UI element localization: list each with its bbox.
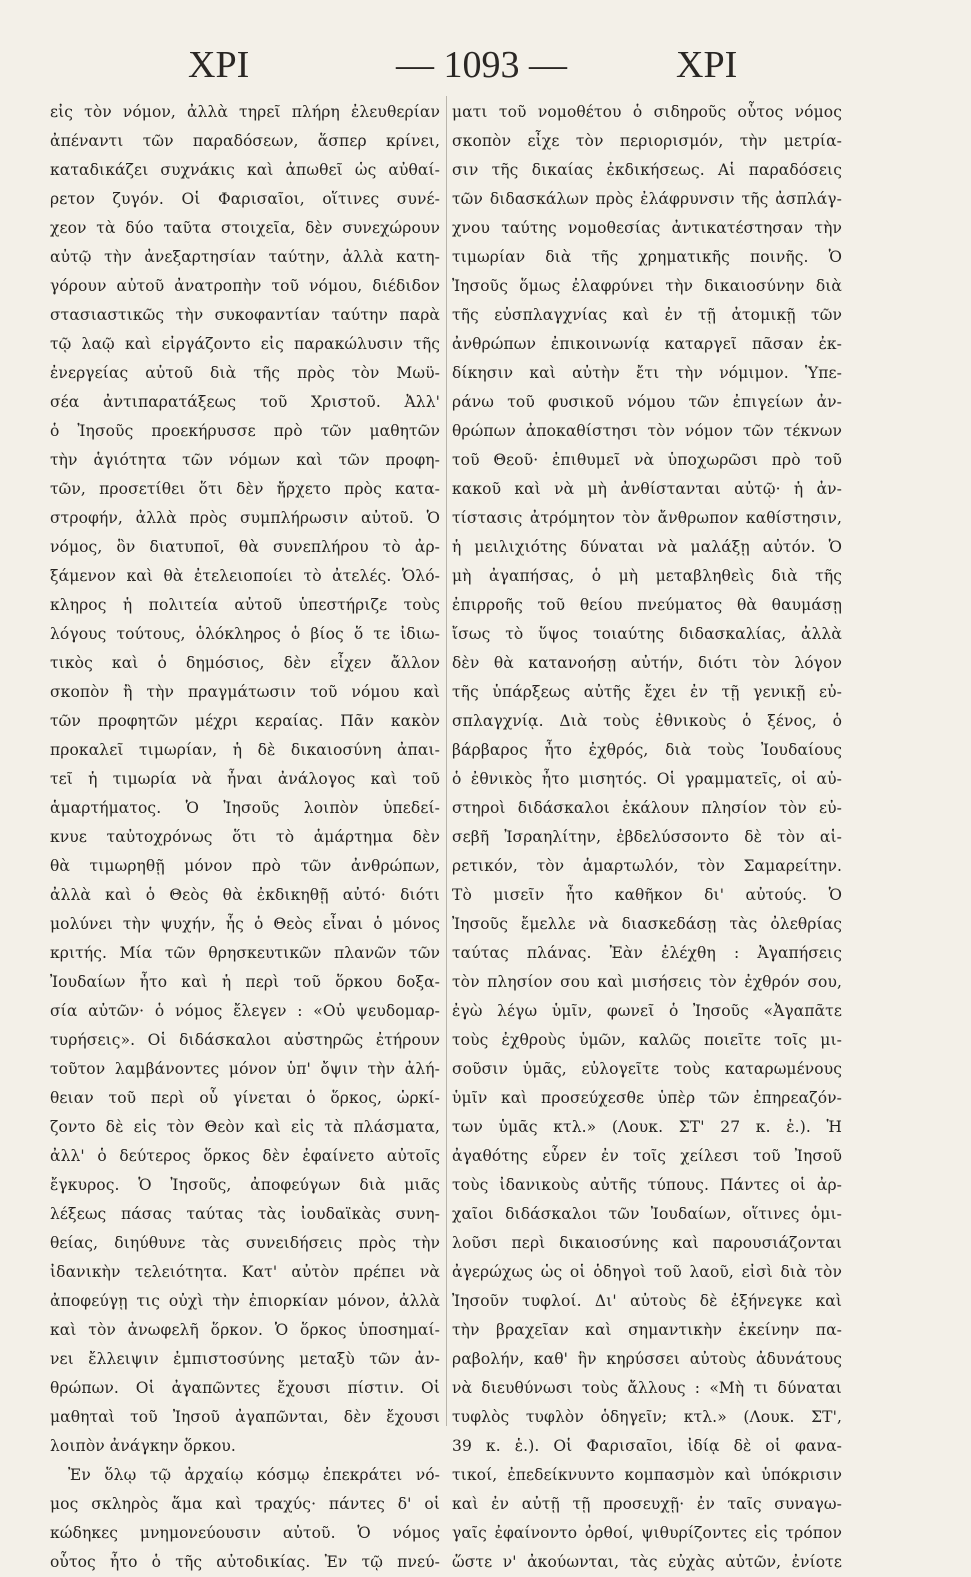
text-line: ὁ ἐθνικὸς ἦτο μισητός. Οἱ γραμματεῖς, οἱ αὐ- xyxy=(452,770,842,788)
text-line: ματι τοῦ νομοθέτου ὁ σιδηροῦς οὗτος νόμος xyxy=(452,103,842,121)
text-line: αὐτῷ τὴν ἀνεξαρτησίαν ταύτην, ἀλλὰ κατη- xyxy=(50,248,440,266)
text-line: θρώπων ἀποκαθίστησι τὸν νόμον τῶν τέκνων xyxy=(452,422,842,440)
text-line: τῆς ὑπάρξεως αὐτῆς ἔχει ἐν τῇ γενικῇ εὐ- xyxy=(452,683,842,701)
text-line: καταδικάζει συχνάκις καὶ ἀπωθεῖ ὡς αὐθαί- xyxy=(50,161,440,179)
text-line: ἀγαθότης εὗρεν ἐν τοῖς χείλεσι τοῦ Ἰησοῦ xyxy=(452,1147,842,1165)
text-line: ἐγὼ λέγω ὑμῖν, φωνεῖ ὁ Ἰησοῦς «Ἀγαπᾶτε xyxy=(452,1002,842,1020)
text-line: στασιαστικῶς τὴν συκοφαντίαν ταύτην παρὰ xyxy=(50,306,440,324)
text-line: 39 κ. ἑ.). Οἱ Φαρισαῖοι, ἰδίᾳ δὲ οἱ φανα- xyxy=(452,1437,842,1455)
text-line: τὴν βραχεῖαν καὶ σημαντικὴν ἐκείνην πα- xyxy=(452,1321,842,1339)
text-line: ἁμαρτήματος. Ὁ Ἰησοῦς λοιπὸν ὑπεδεί- xyxy=(50,799,440,817)
text-line: σέα ἀντιπαρατάξεως τοῦ Χριστοῦ. Ἀλλ' xyxy=(50,393,440,411)
text-line: μὴ ἀγαπήσας, ὁ μὴ μεταβληθεὶς διὰ τῆς xyxy=(452,567,842,585)
text-line: Τὸ μισεῖν ἦτο καθῆκον δι' αὐτούς. Ὁ xyxy=(452,886,842,904)
text-line: ζοντο δὲ εἰς τὸν Θεὸν καὶ εἰς τὰ πλάσματα, xyxy=(50,1118,440,1136)
text-line: σεβῆ Ἰσραηλίτην, ἐβδελύσσοντο δὲ τὸν αἱ- xyxy=(452,828,842,846)
text-line: δίκησιν καὶ αὐτὴν ἔτι τὴν νόμιμον. Ὑπε- xyxy=(452,364,842,382)
text-line: θείας, διηύθυνε τὰς συνειδήσεις πρὸς τὴν xyxy=(50,1234,440,1252)
text-line: ἀνθρώπων ἐπικοινωνίᾳ καταργεῖ πᾶσαν ἐκ- xyxy=(452,335,842,353)
text-line: λέξεως πάσας ταύτας τὰς ἰουδαϊκὰς συνη- xyxy=(50,1205,440,1223)
text-line: χαῖοι διδάσκαλοι τῶν Ἰουδαίων, οἵτινες ὁμι- xyxy=(452,1205,842,1223)
text-line: στροφήν, ἀλλὰ πρὸς συμπλήρωσιν αὐτοῦ. Ὁ xyxy=(50,509,440,527)
text-line: εἰς τὸν νόμον, ἀλλὰ τηρεῖ πλήρη ἐλευθερίαν xyxy=(50,103,440,121)
text-line: ὥστε ν' ἀκούωνται, τὰς εὐχὰς αὐτῶν, ἐνίοτε xyxy=(452,1553,842,1571)
text-line: Ἐν ὅλῳ τῷ ἀρχαίῳ κόσμῳ ἐπεκράτει νό- xyxy=(68,1466,440,1484)
text-line: μαθηταὶ τοῦ Ἰησοῦ ἀγαπῶνται, δὲν ἔχουσι xyxy=(50,1408,440,1426)
text-line: νόμος, ὃν διατυποῖ, θὰ συνεπλήρου τὸ ἀρ- xyxy=(50,538,440,556)
text-line: ἀποφεύγῃ τις οὐχὶ τὴν ἐπιορκίαν μόνον, ἀλλὰ xyxy=(50,1292,440,1310)
text-line: σκοπὸν εἶχε τὸν περιορισμόν, τὴν μετρία- xyxy=(452,132,842,150)
text-line: κώδηκες μνημονεύουσιν αὐτοῦ. Ὁ νόμος xyxy=(50,1524,440,1542)
text-line: ἔγκυρος. Ὁ Ἰησοῦς, ἀποφεύγων διὰ μιᾶς xyxy=(50,1176,440,1194)
text-line: ράνω τοῦ φυσικοῦ νόμου τῶν ἐπιγείων ἀν- xyxy=(452,393,842,411)
text-line: τοὺς ἐχθροὺς ὑμῶν, καλῶς ποιεῖτε τοῖς μι- xyxy=(452,1031,842,1049)
text-line: τῶν, προσετίθει ὅτι δὲν ἤρχετο πρὸς κατα- xyxy=(50,480,440,498)
text-line: ἐνεργείας αὐτοῦ διὰ τῆς πρὸς τὸν Μωϋ- xyxy=(50,364,440,382)
text-line: τῶν διδασκάλων πρὸς ἐλάφρυνσιν τῆς ἀσπλάγ- xyxy=(452,190,842,208)
text-line: νει ἔλλειψιν ἐμπιστοσύνης μεταξὺ τῶν ἀν- xyxy=(50,1350,440,1368)
page-number: — 1093 — xyxy=(396,44,567,86)
text-line: βάρβαρος ἦτο ἐχθρός, διὰ τοὺς Ἰουδαίους xyxy=(452,741,842,759)
text-line: γόρουν αὐτοῦ ἀνατροπὴν τοῦ νόμου, διέδιδον xyxy=(50,277,440,295)
text-line: ξάμενον καὶ θὰ ἐτελειοποίει τὸ ἀτελές. Ὁλό- xyxy=(50,567,440,585)
text-line: Ἰησοῦς ὅμως ἐλαφρύνει τὴν δικαιοσύνην διὰ xyxy=(452,277,842,295)
text-line: ρετον ζυγόν. Οἱ Φαρισαῖοι, οἵτινες συνέ- xyxy=(50,190,440,208)
left-text-column xyxy=(50,98,440,1571)
text-line: λόγους τούτους, ὁλόκληρος ὁ βίος ὅ τε ἰδιω- xyxy=(50,625,440,643)
text-line: των ὑμᾶς κτλ.» (Λουκ. ΣΤ' 27 κ. ἑ.). Ἡ xyxy=(452,1118,842,1136)
text-line: τῆς εὐσπλαγχνίας καὶ ἐν τῇ ἀτομικῇ τῶν xyxy=(452,306,842,324)
text-line: ἐπιρροῆς τοῦ θείου πνεύματος θὰ θαυμάσῃ xyxy=(452,596,842,614)
text-line: ὑμῖν καὶ προσεύχεσθε ὑπὲρ τῶν ἐπηρεαζόν- xyxy=(452,1089,842,1107)
text-line: ἰδανικὴν τελειότητα. Κατ' αὐτὸν πρέπει νὰ xyxy=(50,1263,440,1281)
text-line: θειαν τοῦ περὶ οὗ γίνεται ὁ ὅρκος, ὡρκί- xyxy=(50,1089,440,1107)
text-line: καὶ ἐν αὐτῇ τῇ προσευχῇ· ἐν ταῖς συναγω- xyxy=(452,1495,842,1513)
text-line: θὰ τιμωρηθῇ μόνον πρὸ τῶν ἀνθρώπων, xyxy=(50,857,440,875)
text-line: τοὺς ἰδανικοὺς αὐτῆς τύπους. Πάντες οἱ ἀρ- xyxy=(452,1176,842,1194)
text-line: μος σκληρὸς ἅμα καὶ τραχύς· πάντες δ' οἱ xyxy=(50,1495,440,1513)
text-line: σκοπὸν ἢ τὴν πραγμάτωσιν τοῦ νόμου καὶ xyxy=(50,683,440,701)
text-line: θρώπων. Οἱ ἀγαπῶντες ἔχουσι πίστιν. Οἱ xyxy=(50,1379,440,1397)
text-line: τοῦτον λαμβάνοντες μόνον ὑπ' ὄψιν τὴν ἀλή- xyxy=(50,1060,440,1078)
text-line: σοῦσιν ὑμᾶς, εὐλογεῖτε τοὺς καταρωμένους xyxy=(452,1060,842,1078)
text-line: τυφλὸς τυφλὸν ὁδηγεῖν; κτλ.» (Λουκ. ΣΤ', xyxy=(452,1408,842,1426)
text-line: τοῦ Θεοῦ· ἐπιθυμεῖ νὰ ὑποχωρῶσι πρὸ τοῦ xyxy=(452,451,842,469)
text-line: ἀλλ' ὁ δεύτερος ὅρκος δὲν ἐφαίνετο αὐτοῖς xyxy=(50,1147,440,1165)
text-line: ὁ Ἰησοῦς προεκήρυσσε πρὸ τῶν μαθητῶν xyxy=(50,422,440,440)
text-line: ἀπέναντι τῶν παραδόσεων, ἅσπερ κρίνει, xyxy=(50,132,440,150)
text-line: δὲν θὰ κατανοήσῃ αὐτήν, διότι τὸν λόγον xyxy=(452,654,842,672)
text-line: γαῖς ἐφαίνοντο ὀρθοί, ψιθυρίζοντες εἰς τρόπον xyxy=(452,1524,842,1542)
text-line: ἀλλὰ καὶ ὁ Θεὸς θὰ ἐκδικηθῇ αὐτό· διότι xyxy=(50,886,440,904)
text-line: ἴσως τὸ ὕψος τοιαύτης διδασκαλίας, ἀλλὰ xyxy=(452,625,842,643)
right-text-column xyxy=(452,98,842,1571)
text-line: τιμωρίαν διὰ τῆς χρηματικῆς ποινῆς. Ὁ xyxy=(452,248,842,266)
text-line: κληρος ἡ πολιτεία αὐτοῦ ὑπεστήριζε τοὺς xyxy=(50,596,440,614)
text-line: ραβολήν, καθ' ἣν κηρύσσει αὐτοὺς ἀδυνάτους xyxy=(452,1350,842,1368)
text-line: Ἰησοῦς ἔμελλε νὰ διασκεδάσῃ τὰς ὀλεθρίας xyxy=(452,915,842,933)
text-line: τικὸς καὶ ὁ δημόσιος, δὲν εἶχεν ἄλλον xyxy=(50,654,440,672)
header-left-title: XPI xyxy=(188,44,250,86)
text-line: προκαλεῖ τιμωρίαν, ἡ δὲ δικαιοσύνη ἀπαι- xyxy=(50,741,440,759)
text-line: ἀγερώχως ὡς οἱ ὁδηγοὶ τοῦ λαοῦ, εἰσὶ διὰ τὸν xyxy=(452,1263,842,1281)
text-line: τὸν πλησίον σου καὶ μισήσεις τὸν ἐχθρόν σου, xyxy=(452,973,842,991)
text-line: λοῦσι περὶ δικαιοσύνης καὶ παρουσιάζονται xyxy=(452,1234,842,1252)
header-right-title: XPI xyxy=(676,44,738,86)
text-line: τῷ λαῷ καὶ εἰργάζοντο εἰς παρακώλυσιν τῆς xyxy=(50,335,440,353)
page-header xyxy=(0,40,971,90)
text-line: ρετικόν, τὸν ἁμαρτωλόν, τὸν Σαμαρείτην. xyxy=(452,857,842,875)
text-line: καὶ τὸν ἀνωφελῆ ὅρκον. Ὁ ὅρκος ὑποσημαί- xyxy=(50,1321,440,1339)
text-line: κριτής. Μία τῶν θρησκευτικῶν πλανῶν τῶν xyxy=(50,944,440,962)
text-line: κνυε ταὐτοχρόνως ὅτι τὸ ἁμάρτημα δὲν xyxy=(50,828,440,846)
text-line: σπλαγχνίᾳ. Διὰ τοὺς ἐθνικοὺς ὁ ξένος, ὁ xyxy=(452,712,842,730)
text-line: οὗτος ἦτο ὁ τῆς αὐτοδικίας. Ἐν τῷ πνεύ- xyxy=(50,1553,440,1571)
text-line: Ἰησοῦν τυφλοί. Δι' αὐτοὺς δὲ ἐξήνεγκε καὶ xyxy=(452,1292,842,1310)
text-line: τὴν ἁγιότητα τῶν νόμων καὶ τῶν προφη- xyxy=(50,451,440,469)
text-line: μολύνει τὴν ψυχήν, ἧς ὁ Θεὸς εἶναι ὁ μόνος xyxy=(50,915,440,933)
text-line: ταύτας πλάνας. Ἐὰν ἐλέχθη : Ἀγαπήσεις xyxy=(452,944,842,962)
text-line: χεον τὰ δύο ταῦτα στοιχεῖα, δὲν συνεχώρουν xyxy=(50,219,440,237)
text-line: σία αὐτῶν· ὁ νόμος ἔλεγεν : «Οὐ ψευδομαρ- xyxy=(50,1002,440,1020)
text-line: ἡ μειλιχιότης δύναται νὰ μαλάξῃ αὐτόν. Ὁ xyxy=(452,538,842,556)
text-line: Ἰουδαίων ἦτο καὶ ἡ περὶ τοῦ ὅρκου δοξα- xyxy=(50,973,440,991)
text-line: λοιπὸν ἀνάγκην ὅρκου. xyxy=(50,1437,236,1455)
text-line: στηροὶ διδάσκαλοι ἐκάλουν πλησίον τὸν εὐ- xyxy=(452,799,842,817)
text-line: νὰ διευθύνωσι τοὺς ἄλλους : «Μὴ τι δύναται xyxy=(452,1379,842,1397)
text-line: σιν τῆς δικαίας ἐκδικήσεως. Αἱ παραδόσεις xyxy=(452,161,842,179)
text-line: χνου ταύτης νομοθεσίας ἀντικατέστησαν τὴν xyxy=(452,219,842,237)
text-line: κακοῦ καὶ νὰ μὴ ἀνθίστανται αὐτῷ· ἡ ἀν- xyxy=(452,480,842,498)
text-line: τυρήσεις». Οἱ διδάσκαλοι αὐστηρῶς ἐτήρουν xyxy=(50,1031,440,1049)
text-line: τίστασις ἀτρόμητον τὸν ἄνθρωπον καθίστησιν, xyxy=(452,509,842,527)
text-line: τῶν προφητῶν μέχρι κεραίας. Πᾶν κακὸν xyxy=(50,712,440,730)
column-divider xyxy=(446,96,447,1426)
text-line: τικοί, ἐπεδείκνυντο κομπασμὸν καὶ ὑπόκρισιν xyxy=(452,1466,842,1484)
text-line: τεῖ ἡ τιμωρία νὰ ἦναι ἀνάλογος καὶ τοῦ xyxy=(50,770,440,788)
